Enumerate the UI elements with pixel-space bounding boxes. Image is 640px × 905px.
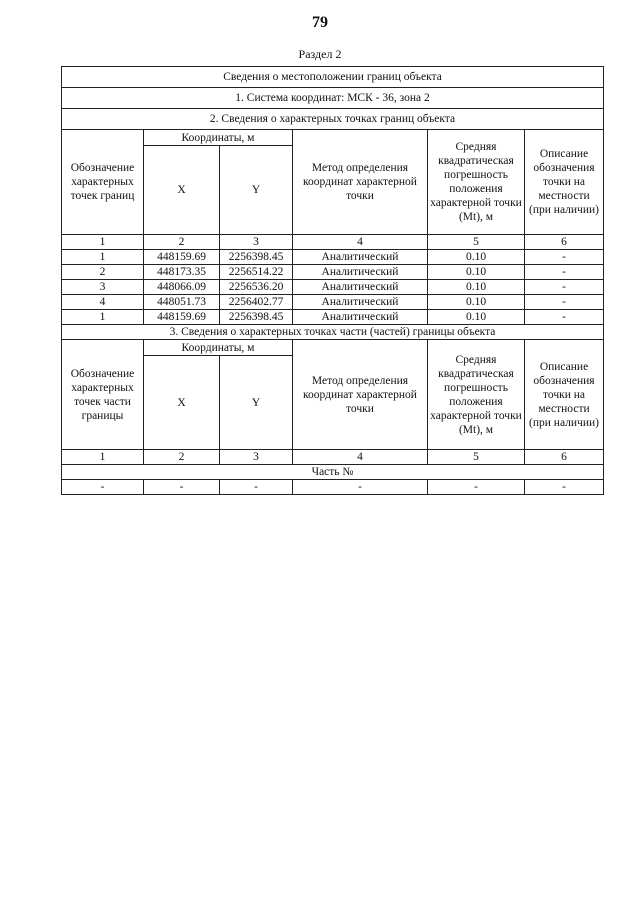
coord-y: 2256514.22	[220, 265, 293, 280]
method: Аналитический	[293, 280, 428, 295]
header-y: Y	[220, 146, 293, 235]
description: -	[525, 250, 604, 265]
table-row	[62, 295, 604, 310]
coord-y: 2256402.77	[220, 295, 293, 310]
point-id: 4	[62, 295, 144, 310]
coord-x: 448159.69	[144, 250, 220, 265]
col-number: 5	[428, 450, 525, 465]
table-row	[62, 280, 604, 295]
col-number: 3	[220, 450, 293, 465]
header-x: X	[144, 356, 220, 450]
method: Аналитический	[293, 310, 428, 325]
coord-x: 448173.35	[144, 265, 220, 280]
method: Аналитический	[293, 250, 428, 265]
col-number: 3	[220, 235, 293, 250]
method: Аналитический	[293, 295, 428, 310]
description: -	[525, 280, 604, 295]
description: -	[525, 265, 604, 280]
header-error: Средняя квадратическая погрешность положения характерной точки (Mt), м	[428, 340, 525, 450]
empty-cell: -	[428, 480, 525, 495]
section-title: Раздел 2	[298, 47, 342, 61]
header-coords: Координаты, м	[144, 130, 293, 146]
error: 0.10	[428, 280, 525, 295]
point-id: 3	[62, 280, 144, 295]
error: 0.10	[428, 250, 525, 265]
header-y: Y	[220, 356, 293, 450]
empty-cell: -	[144, 480, 220, 495]
error: 0.10	[428, 310, 525, 325]
point-id: 1	[62, 250, 144, 265]
part2-heading: 2. Сведения о характерных точках границ объекта	[62, 109, 604, 130]
col-number: 2	[144, 235, 220, 250]
empty-cell: -	[220, 480, 293, 495]
col-number: 5	[428, 235, 525, 250]
description: -	[525, 295, 604, 310]
point-id: 1	[62, 310, 144, 325]
error: 0.10	[428, 295, 525, 310]
coord-y: 2256398.45	[220, 310, 293, 325]
page-number: 79	[312, 14, 328, 31]
point-id: 2	[62, 265, 144, 280]
header-description: Описание обозначения точки на местности (при наличии)	[525, 130, 604, 235]
header-x: X	[144, 146, 220, 235]
header-method: Метод определения координат характерной точки	[293, 130, 428, 235]
col-number: 1	[62, 235, 144, 250]
coord-y: 2256398.45	[220, 250, 293, 265]
empty-cell: -	[62, 480, 144, 495]
column-numbers-row	[62, 235, 604, 250]
method: Аналитический	[293, 265, 428, 280]
coord-x: 448159.69	[144, 310, 220, 325]
col-number: 1	[62, 450, 144, 465]
part-number-label: Часть №	[62, 465, 604, 480]
table-row	[62, 265, 604, 280]
empty-cell: -	[525, 480, 604, 495]
col-number: 6	[525, 235, 604, 250]
coord-system: 1. Система координат: МСК - 36, зона 2	[62, 88, 604, 109]
boundary-table	[61, 66, 604, 495]
column-numbers-row	[62, 450, 604, 465]
table-row	[62, 480, 604, 495]
description: -	[525, 310, 604, 325]
header-description: Описание обозначения точки на местности (при наличии)	[525, 340, 604, 450]
coord-y: 2256536.20	[220, 280, 293, 295]
coord-x: 448066.09	[144, 280, 220, 295]
header-coords: Координаты, м	[144, 340, 293, 356]
table-title: Сведения о местоположении границ объекта	[62, 67, 604, 88]
col-number: 6	[525, 450, 604, 465]
table-row	[62, 250, 604, 265]
coord-x: 448051.73	[144, 295, 220, 310]
table-row	[62, 310, 604, 325]
col-number: 4	[293, 235, 428, 250]
header-method: Метод определения координат характерной точки	[293, 340, 428, 450]
col-number: 2	[144, 450, 220, 465]
col-number: 4	[293, 450, 428, 465]
part3-heading: 3. Сведения о характерных точках части (частей) границы объекта	[62, 325, 604, 340]
header-designation: Обозначение характерных точек части границы	[62, 340, 144, 450]
header-error: Средняя квадратическая погрешность положения характерной точки (Mt), м	[428, 130, 525, 235]
error: 0.10	[428, 265, 525, 280]
header-designation: Обозначение характерных точек границ	[62, 130, 144, 235]
empty-cell: -	[293, 480, 428, 495]
